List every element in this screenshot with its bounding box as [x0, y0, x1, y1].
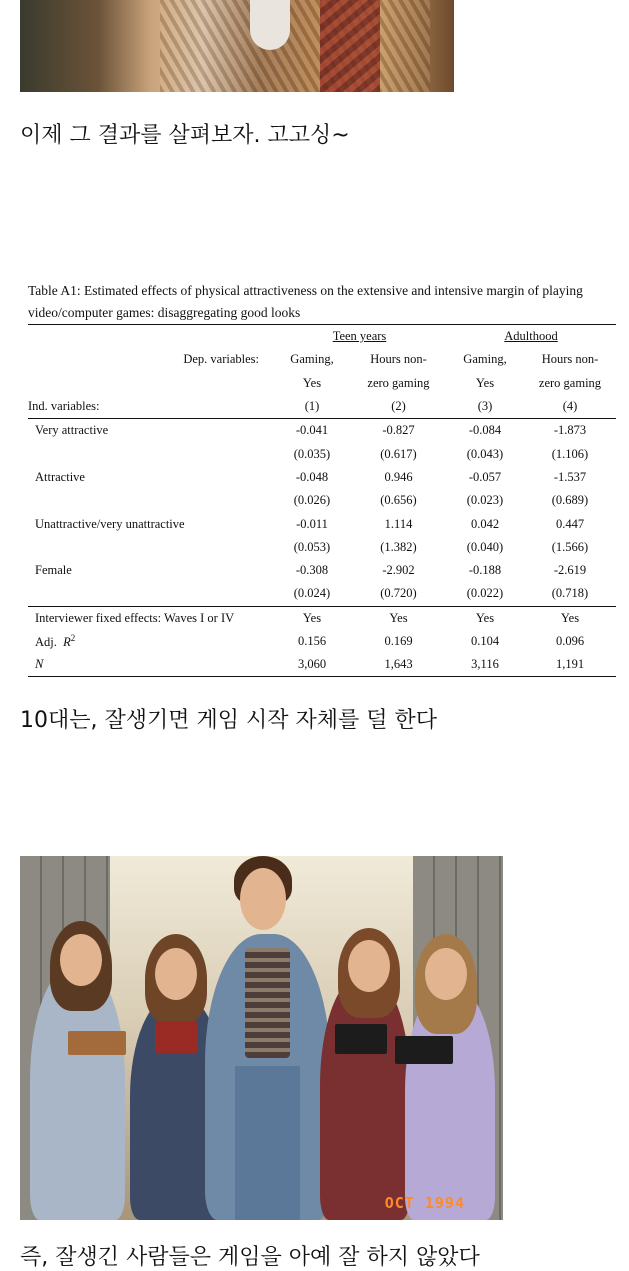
table-row	[28, 419, 616, 443]
se-cell: (1.106)	[551, 446, 589, 461]
se-cell: (0.035)	[293, 446, 331, 461]
se-cell: (0.053)	[293, 539, 331, 554]
se-cell: (0.689)	[551, 493, 589, 508]
coef-cell: -0.188	[468, 563, 502, 578]
group-adulthood: Adulthood	[504, 329, 558, 344]
group-header-row	[28, 325, 616, 349]
stat-cell: 0.104	[470, 634, 500, 648]
se-cell: (0.024)	[273, 582, 351, 606]
coef-cell: -0.057	[468, 469, 502, 484]
se-cell: (0.718)	[524, 582, 616, 606]
coef-cell: -0.041	[295, 423, 329, 438]
student-face	[348, 940, 390, 992]
coef-cell: -2.902	[382, 563, 415, 578]
se-cell: (1.382)	[380, 539, 417, 554]
col-head: Yes	[302, 375, 322, 390]
coef-cell: 0.946	[384, 469, 413, 484]
header-row-2	[28, 372, 616, 395]
adj-label: Adj.	[35, 635, 57, 650]
stat-cell: 1,191	[524, 653, 616, 677]
col-head: Gaming,	[290, 352, 334, 367]
jeans	[235, 1066, 300, 1220]
se-cell: (0.026)	[293, 493, 331, 508]
coef-cell: -0.308	[295, 563, 329, 578]
table-row	[28, 512, 616, 535]
book	[335, 1024, 387, 1054]
scarf	[320, 0, 380, 92]
coef-cell: 0.447	[555, 516, 585, 531]
col-head: zero gaming	[367, 375, 430, 390]
student-face	[155, 948, 197, 1000]
fixed-effects-row	[28, 606, 616, 630]
col-number: (2)	[351, 395, 446, 419]
dep-variables-label: Dep. variables:	[183, 352, 259, 367]
shirt-collar	[250, 0, 290, 50]
col-head: Hours non-	[541, 352, 599, 367]
stat-cell: 0.156	[297, 634, 327, 648]
stat-cell: 1,643	[351, 653, 446, 677]
col-head: zero gaming	[538, 375, 602, 390]
table-row	[28, 489, 616, 512]
r-symbol: R	[63, 635, 71, 650]
row-label: Very attractive	[35, 423, 109, 438]
se-cell: (0.022)	[446, 582, 524, 606]
caption-conclusion: 즉, 잘생긴 사람들은 게임을 아예 잘 하지 않았다	[20, 1245, 480, 1270]
coef-cell: 0.042	[470, 516, 500, 531]
se-cell: (1.566)	[551, 539, 589, 554]
col-head: Hours non-	[370, 352, 427, 367]
book	[155, 1021, 197, 1053]
row-label: Attractive	[35, 469, 85, 484]
se-cell: (0.617)	[380, 446, 417, 461]
col-number: (4)	[524, 395, 616, 419]
row-label: Interviewer fixed effects: Waves I or IV	[35, 610, 235, 625]
table-row	[28, 466, 616, 489]
coef-cell: 1.114	[384, 516, 413, 531]
top-photo	[20, 0, 454, 92]
se-cell: (0.720)	[351, 582, 446, 606]
col-head: Gaming,	[463, 352, 507, 367]
coef-cell: -2.619	[553, 563, 587, 578]
se-cell: (0.023)	[466, 493, 504, 508]
row-label	[28, 653, 273, 677]
coef-cell: -0.048	[295, 469, 329, 484]
date-stamp: OCT 1994	[384, 1194, 465, 1212]
col-number: (1)	[273, 395, 351, 419]
table-caption: Table A1: Estimated effects of physical attractiveness on the extensive and intensive margin of playing video/computer games: disaggregating good looks	[28, 283, 583, 320]
r-superscript: 2	[70, 632, 76, 643]
caption-teen-finding: 10대는, 잘생기면 게임 시작 자체를 덜 한다	[20, 708, 437, 733]
se-cell: (0.040)	[466, 539, 504, 554]
table-row	[28, 559, 616, 582]
stat-cell: 0.096	[555, 634, 585, 648]
stat-cell: 0.169	[384, 634, 413, 648]
results-table	[28, 324, 616, 677]
se-cell: (0.656)	[380, 493, 417, 508]
header-row-1	[28, 348, 616, 371]
n-label: N	[35, 657, 44, 672]
student-face	[240, 868, 286, 930]
stat-cell: Yes	[302, 610, 322, 625]
ind-variables-label: Ind. variables:	[28, 395, 273, 419]
col-head: Yes	[475, 375, 495, 390]
stat-cell: 3,060	[273, 653, 351, 677]
coef-cell: -0.827	[382, 423, 415, 438]
stat-cell: Yes	[389, 610, 408, 625]
student-face	[425, 948, 467, 1000]
stat-cell: 3,116	[446, 653, 524, 677]
book	[395, 1036, 453, 1064]
table-row	[28, 582, 616, 606]
table-row	[28, 536, 616, 559]
se-cell: (0.043)	[466, 446, 504, 461]
coef-cell: -1.873	[553, 423, 587, 438]
book	[68, 1031, 126, 1055]
fur-coat	[160, 0, 430, 92]
coef-cell: -0.011	[296, 516, 328, 531]
group-teen-years: Teen years	[332, 329, 387, 344]
row-label: Female	[35, 563, 72, 578]
adj-r2-row	[28, 630, 616, 653]
plaid-shirt	[245, 948, 290, 1058]
coef-cell: -1.537	[553, 469, 587, 484]
n-row	[28, 653, 616, 677]
stat-cell: Yes	[560, 610, 580, 625]
student-face	[60, 934, 102, 986]
row-label: Unattractive/very unattractive	[35, 516, 185, 531]
hallway-photo	[20, 856, 503, 1220]
table-row	[28, 442, 616, 465]
stat-cell: Yes	[475, 610, 495, 625]
caption-intro: 이제 그 결과를 살펴보자. 고고싱~	[20, 123, 350, 148]
column-number-row	[28, 395, 616, 419]
regression-table	[28, 280, 616, 677]
coef-cell: -0.084	[468, 423, 502, 438]
col-number: (3)	[446, 395, 524, 419]
row-label	[28, 630, 273, 653]
